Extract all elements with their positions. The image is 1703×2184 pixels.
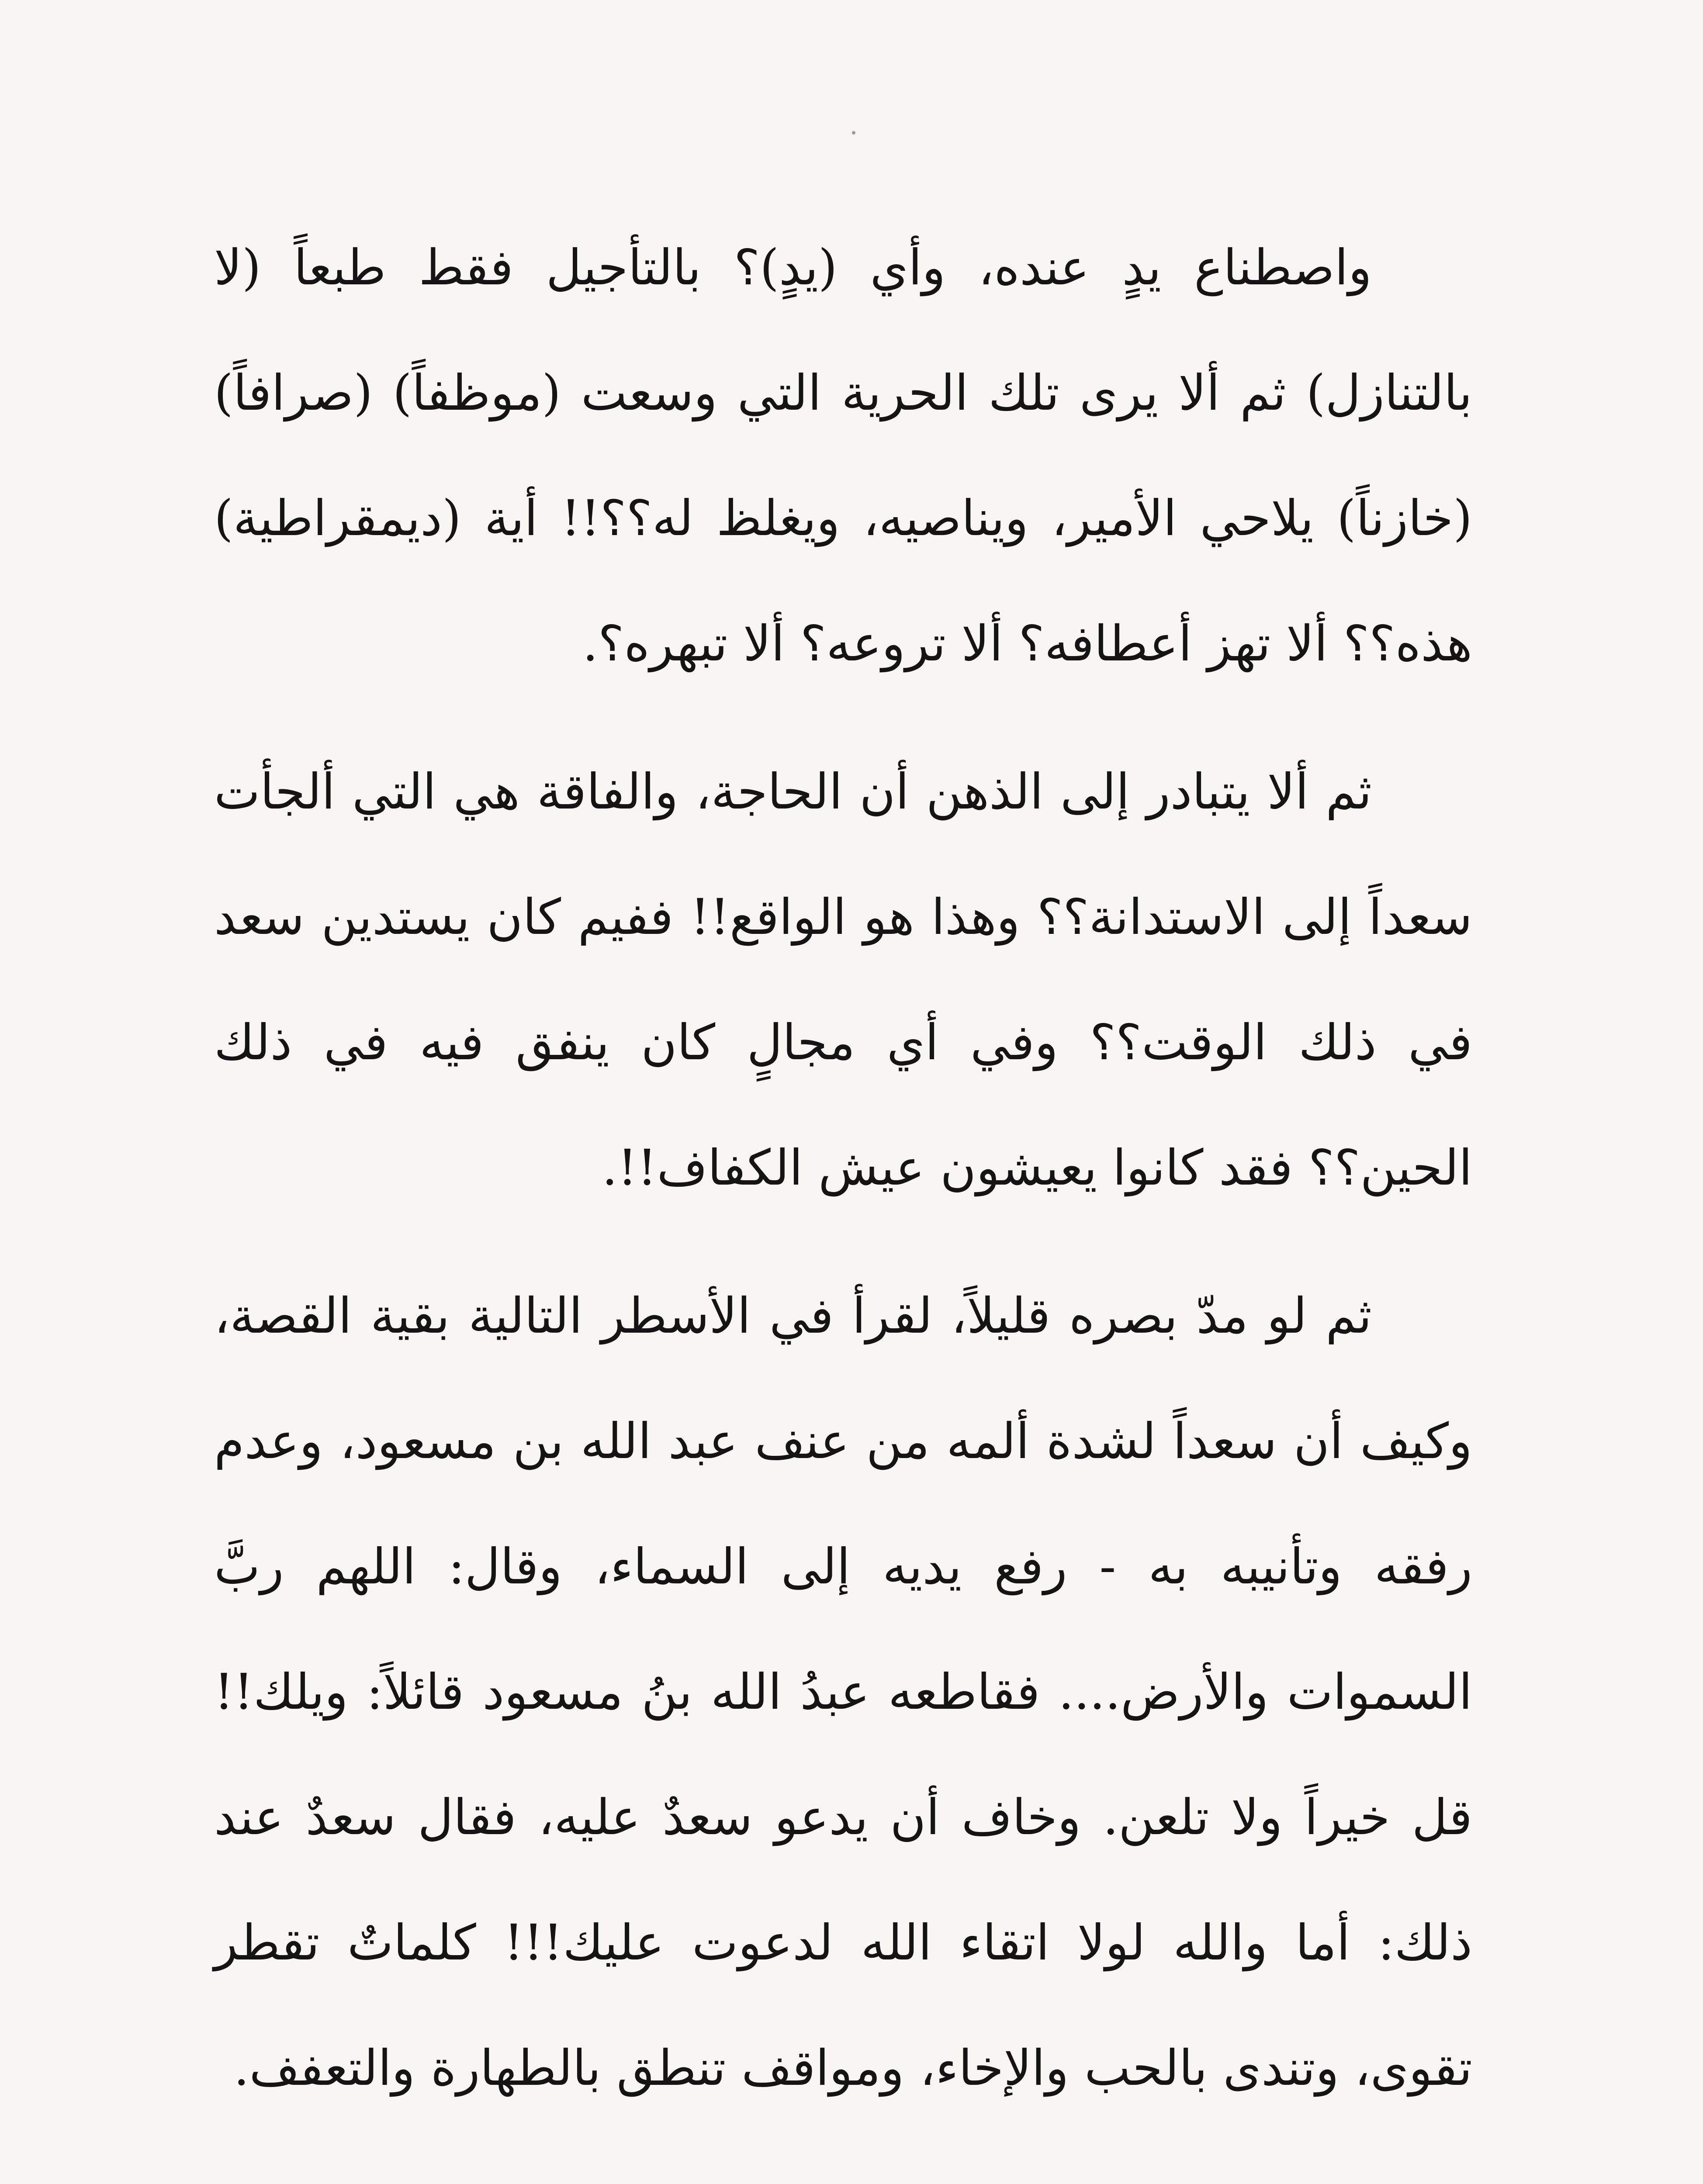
paragraph: ثم ألا يتبادر إلى الذهن أن الحاجة، والفاقة هي التي ألجأت سعداً إلى الاستدانة؟؟ وهذا هو الواقع!! ففيم كان يستدين سعد في ذلك الوقت؟؟ وفي أي مجالٍ كان ينفق فيه في ذلك الحين؟؟ فقد كانوا يعيشون عيش الكفاف!!.	[214, 764, 1472, 1196]
paragraph	[214, 2154, 1472, 2184]
paragraph: ثم لو مدّ بصره قليلاً، لقرأ في الأسطر التالية بقية القصة، وكيف أن سعداً لشدة ألمه من عنف عبد الله بن مسعود، وعدم رفقه وتأنيبه به - رفع يديه إلى السماء، وقال: اللهم ربَّ السموات والأرض.... فقاطعه عبدُ الله بنُ مسعود قائلاً: ويلك!! قل خيراً ولا تلعن. وخاف أن يدعو سعدٌ عليه، فقال سعدٌ عند ذلك: أما والله لولا اتقاء الله لدعوت عليك!!! كلماتٌ تقطر تقوى، وتندى بالحب والإخاء، ومواقف تنطق بالطهارة والتعفف.	[214, 1288, 1472, 2097]
body-text	[214, 205, 1472, 2184]
paragraph: واصطناع يدٍ عنده، وأي (يدٍ)؟ بالتأجيل فقط طبعاً (لا بالتنازل) ثم ألا يرى تلك الحرية التي وسعت (موظفاً) (صرافاً) (خازناً) يلاحي الأمير، ويناصيه، ويغلظ له؟؟!! أية (ديمقراطية) هذه؟؟ ألا تهز أعطافه؟ ألا تروعه؟ ألا تبهره؟.	[214, 239, 1473, 672]
scan-speck	[852, 131, 855, 135]
